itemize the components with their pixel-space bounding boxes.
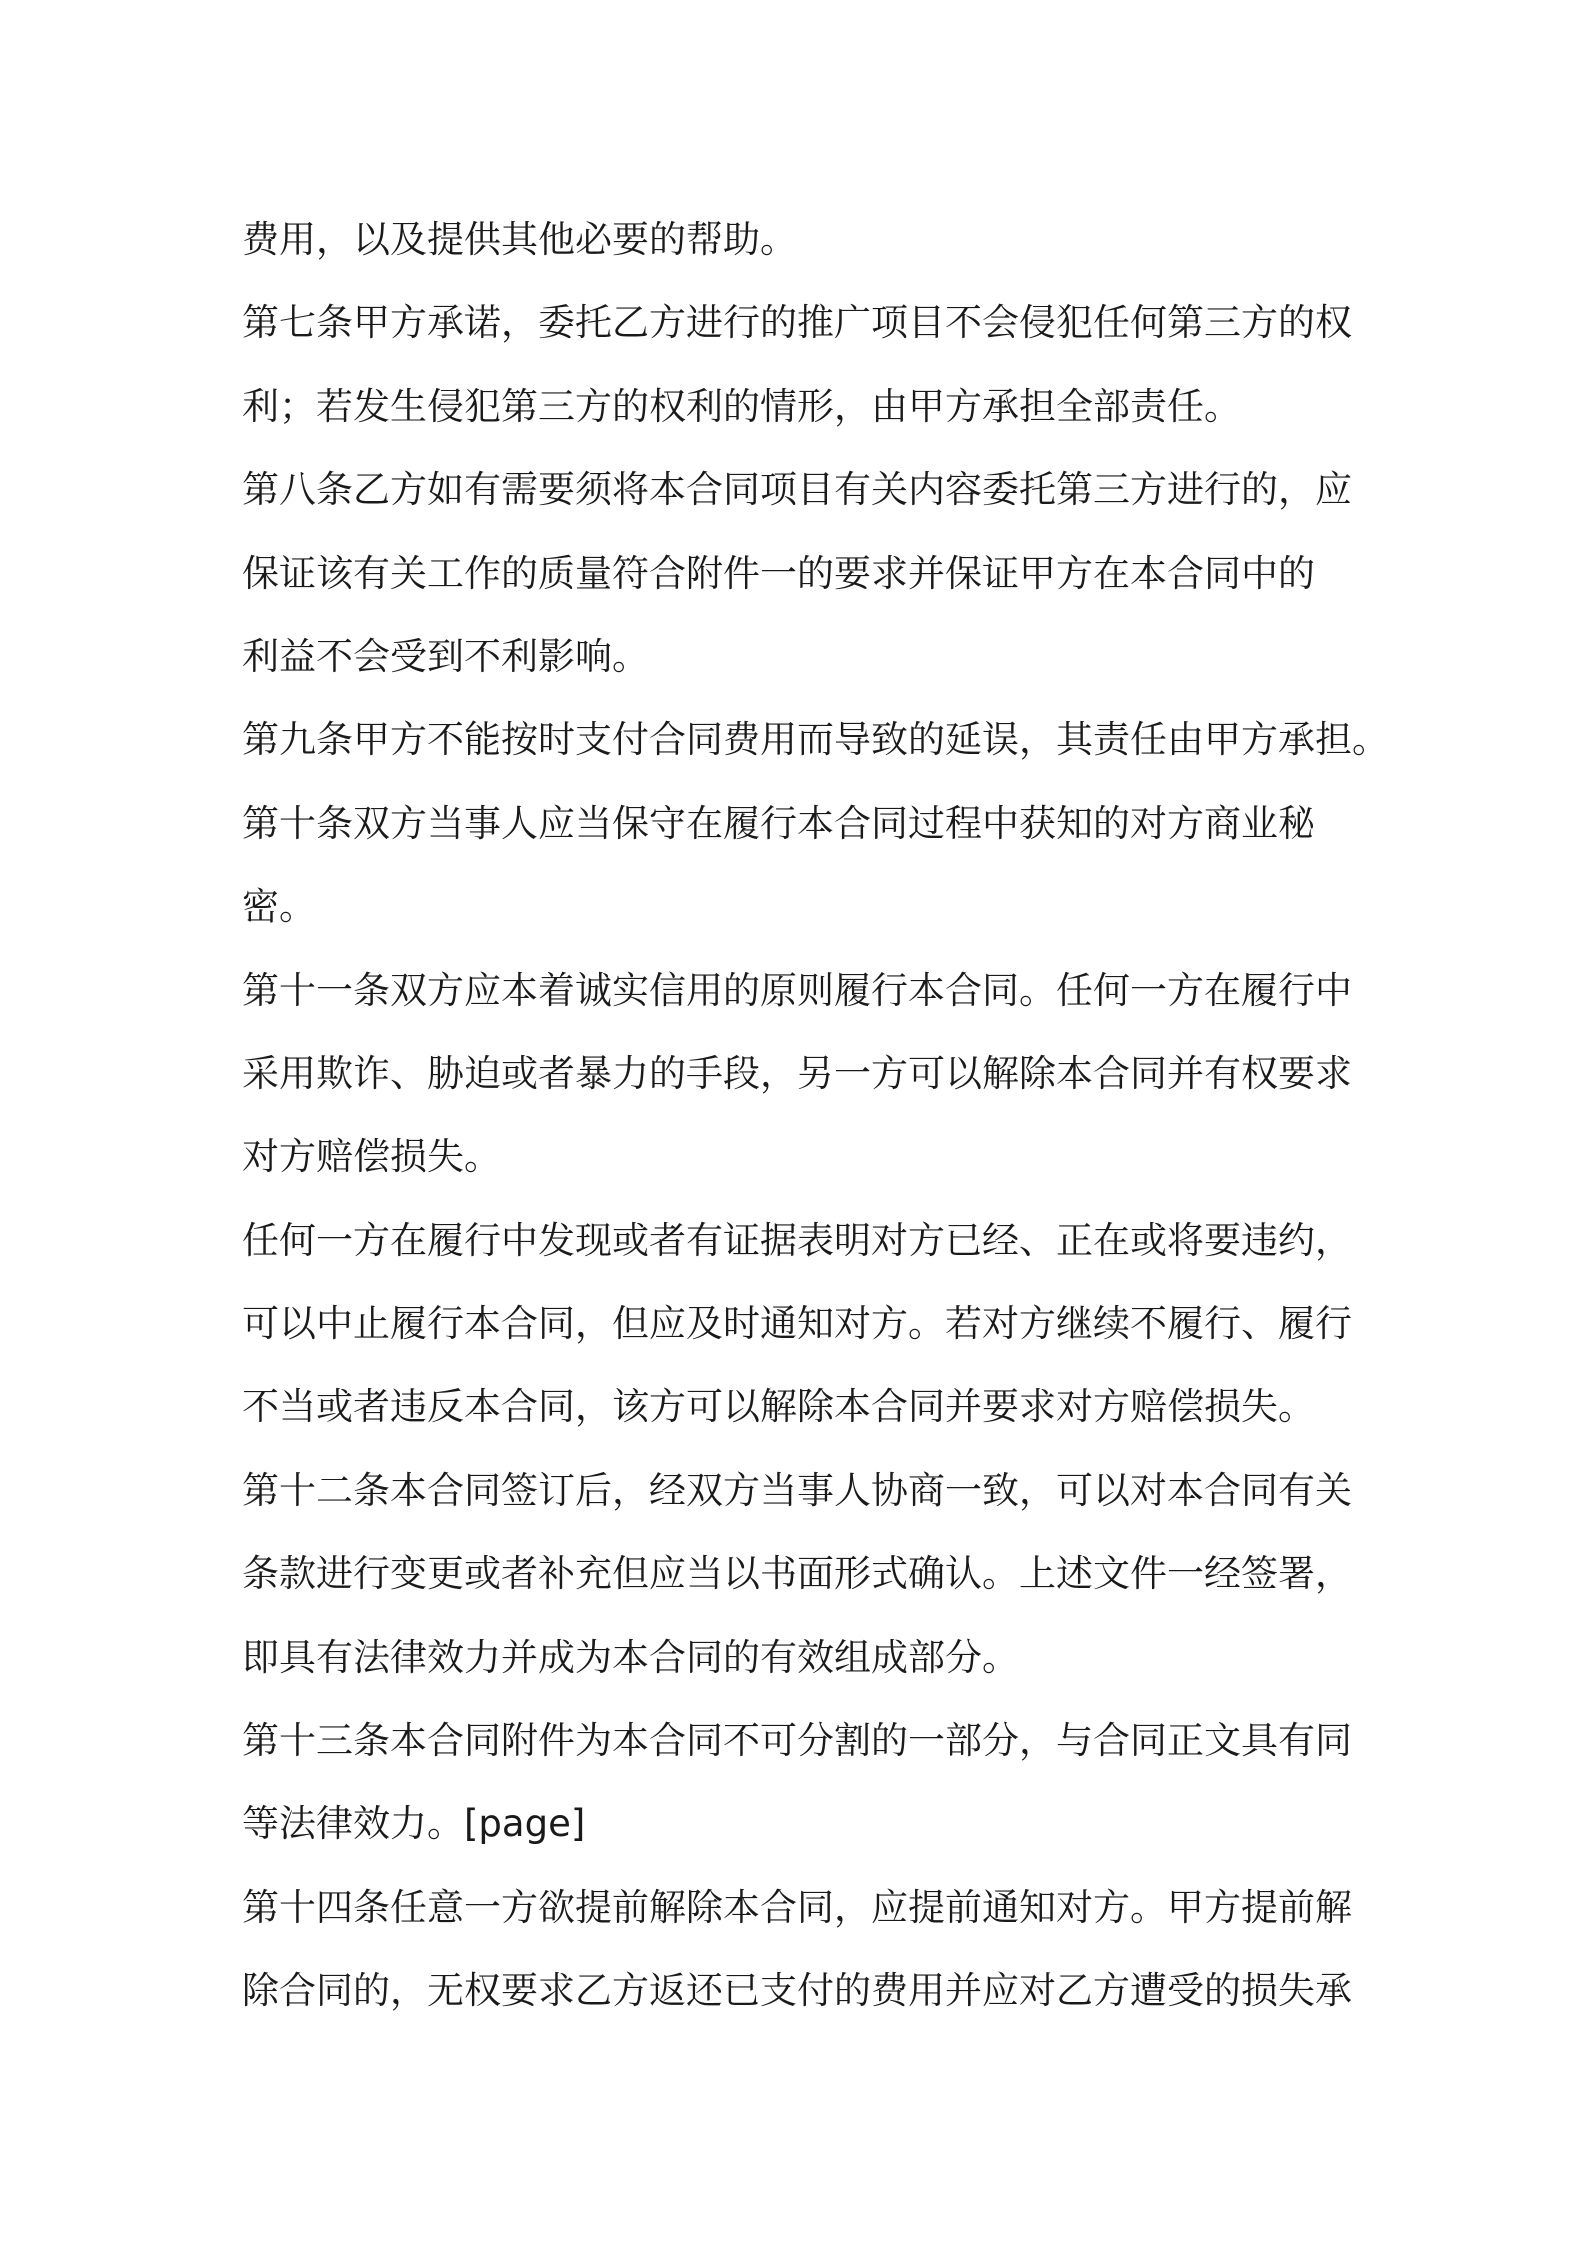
text-line: 采用欺诈、胁迫或者暴力的手段，另一方可以解除本合同并有权要求 xyxy=(242,1051,1352,1095)
text-line: 可以中止履行本合同，但应及时通知对方。若对方继续不履行、履行 xyxy=(242,1302,1352,1346)
text-line: 即具有法律效力并成为本合同的有效组成部分。 xyxy=(242,1635,1019,1679)
text-line: 除合同的，无权要求乙方返还已支付的费用并应对乙方遭受的损失承 xyxy=(242,1969,1352,2013)
text-line: 等法律效力。[page] xyxy=(242,1802,586,1846)
text-line: 利益不会受到不利影响。 xyxy=(242,634,649,678)
text-line: 费用，以及提供其他必要的帮助。 xyxy=(242,218,797,261)
text-line: 第八条乙方如有需要须将本合同项目有关内容委托第三方进行的，应 xyxy=(242,468,1352,512)
text-line: 保证该有关工作的质量符合附件一的要求并保证甲方在本合同中的 xyxy=(242,551,1315,595)
text-line: 利；若发生侵犯第三方的权利的情形，由甲方承担全部责任。 xyxy=(242,384,1241,428)
text-line: 任何一方在履行中发现或者有证据表明对方已经、正在或将要违约， xyxy=(242,1218,1352,1262)
text-line: 不当或者违反本合同，该方可以解除本合同并要求对方赔偿损失。 xyxy=(242,1385,1315,1429)
text-line: 第十条双方当事人应当保守在履行本合同过程中获知的对方商业秘 xyxy=(242,801,1315,845)
text-line: 第十一条双方应本着诚实信用的原则履行本合同。任何一方在履行中 xyxy=(242,968,1352,1012)
text-line: 第十三条本合同附件为本合同不可分割的一部分，与合同正文具有同 xyxy=(242,1719,1352,1763)
text-line: 对方赔偿损失。 xyxy=(242,1135,501,1179)
text-line: 第七条甲方承诺，委托乙方进行的推广项目不会侵犯任何第三方的权 xyxy=(242,301,1352,345)
text-line: 第十四条任意一方欲提前解除本合同，应提前通知对方。甲方提前解 xyxy=(242,1885,1352,1929)
text-line: 第十二条本合同签订后，经双方当事人协商一致，可以对本合同有关 xyxy=(242,1468,1352,1512)
contract-text xyxy=(242,198,1389,2033)
text-line: 密。 xyxy=(242,885,316,929)
text-line: 条款进行变更或者补充但应当以书面形式确认。上述文件一经签署， xyxy=(242,1552,1352,1596)
text-line: 第九条甲方不能按时支付合同费用而导致的延误，其责任由甲方承担。 xyxy=(242,718,1389,762)
